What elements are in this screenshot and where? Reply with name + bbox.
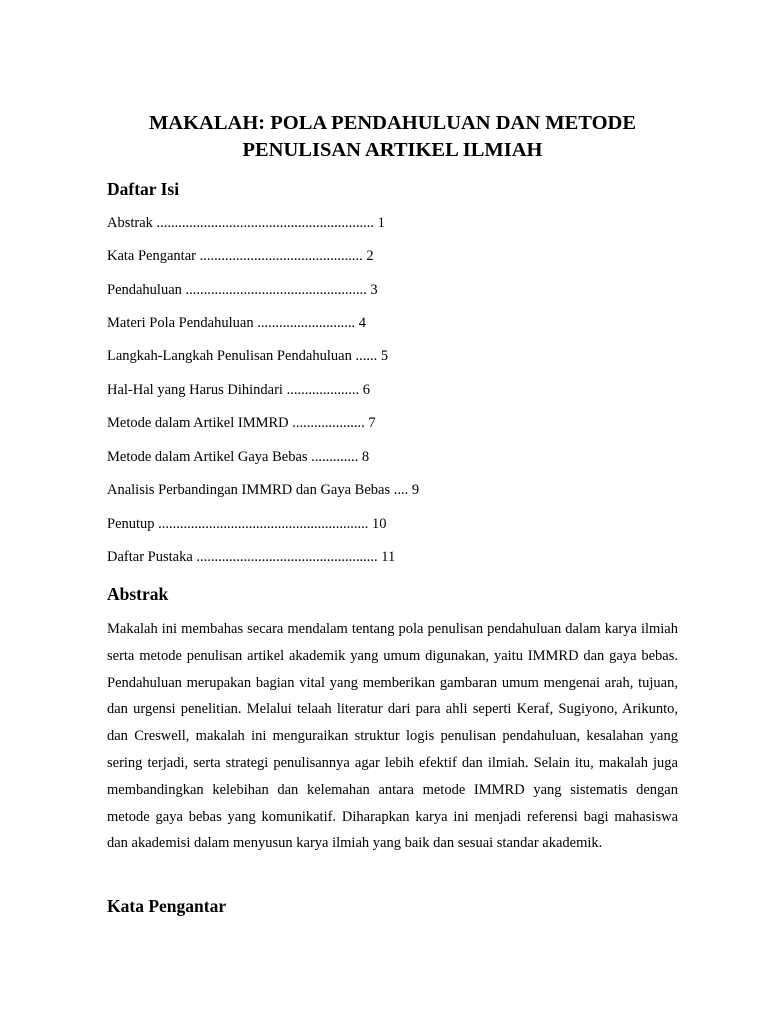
toc-item-immrd: Metode dalam Artikel IMMRD .................... 7 — [107, 415, 376, 431]
toc-heading: Daftar Isi — [107, 179, 180, 199]
toc-item-daftar-pustaka: Daftar Pustaka .................................................. 11 — [107, 549, 396, 565]
toc-item-penutup: Penutup .......................................................... 10 — [107, 516, 387, 532]
title-line-2: PENULISAN ARTIKEL ILMIAH — [242, 139, 543, 161]
title-line-1: MAKALAH: POLA PENDAHULUAN DAN METODE — [148, 112, 637, 134]
document-title — [107, 110, 678, 164]
abstract-paragraph: Makalah ini membahas secara mendalam tentang pola penulisan pendahuluan dalam karya ilmiah serta metode penulisan artikel akademik yang umum digunakan, yaitu IMMRD dan gaya bebas. Pendahuluan merupakan bagian vital yang memberikan gambaran umum mengenai arah, tujuan, dan urgensi penelitian. Melalui telaah literatur dari para ahli seperti Keraf, Sugiyono, Arikunto, dan Creswell, makalah ini menguraikan struktur logis penulisan pendahuluan, kesalahan yang sering terjadi, serta strategi penulisannya agar lebih efektif dan ilmiah. Selain itu, makalah juga membandingkan kelebihan dan kelemahan antara metode IMMRD yang sistematis dengan metode gaya bebas yang komunikatif. Diharapkan karya ini menjadi referensi bagi mahasiswa dan akademisi dalam menyusun karya ilmiah yang baik dan sesuai standar akademik. — [107, 621, 678, 852]
toc-item-materi-pola: Materi Pola Pendahuluan ........................... 4 — [107, 315, 366, 331]
toc-item-abstrak: Abstrak ............................................................ 1 — [107, 215, 385, 231]
toc-item-gaya-bebas: Metode dalam Artikel Gaya Bebas ............. 8 — [107, 449, 370, 465]
abstract-heading: Abstrak — [107, 584, 169, 604]
toc-item-langkah: Langkah-Langkah Penulisan Pendahuluan ...... 5 — [107, 348, 389, 364]
toc-item-kata-pengantar: Kata Pengantar ............................................. 2 — [107, 248, 374, 264]
preface-heading: Kata Pengantar — [107, 896, 227, 916]
toc-item-hal-hal: Hal-Hal yang Harus Dihindari .................... 6 — [107, 382, 370, 398]
toc-item-pendahuluan: Pendahuluan .................................................. 3 — [107, 282, 378, 298]
toc-item-analisis: Analisis Perbandingan IMMRD dan Gaya Bebas .... 9 — [107, 482, 420, 498]
